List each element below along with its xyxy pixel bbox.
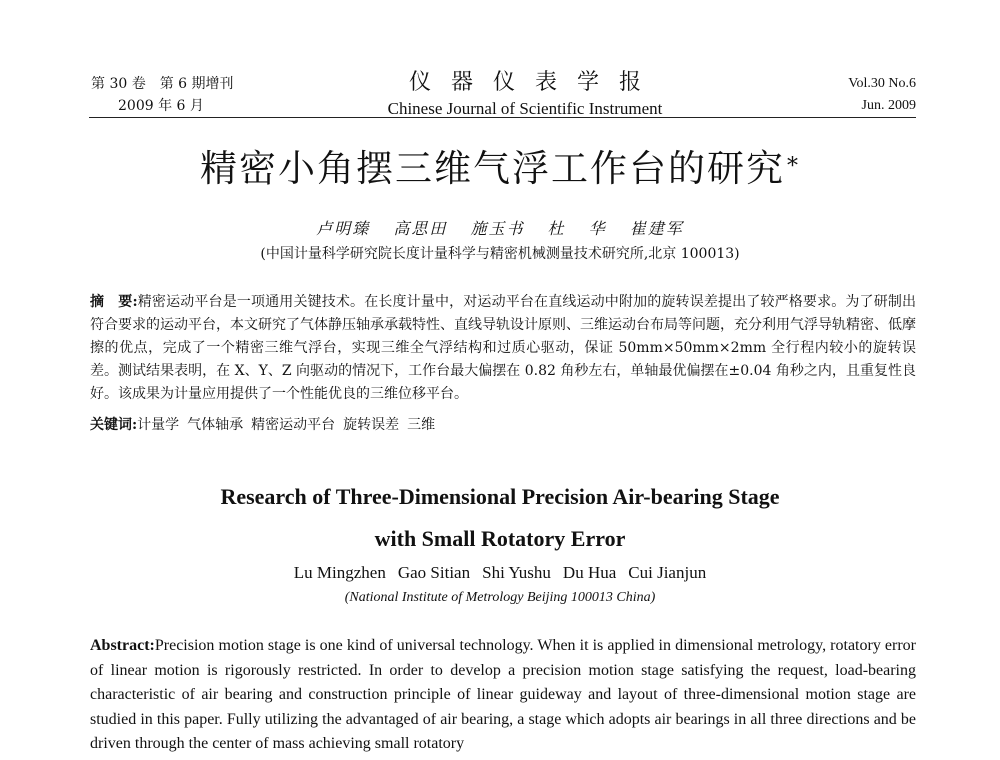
- author-en: Shi Yushu: [482, 563, 551, 582]
- keyword: 气体轴承: [187, 417, 244, 433]
- affiliation-en: (National Institute of Metrology Beijing 100013 China): [344, 590, 656, 605]
- author-en: Cui Jianjun: [628, 563, 707, 582]
- header-right: [848, 73, 916, 117]
- title-en-line-2: with Small Rotatory Error: [374, 526, 626, 551]
- abstract-en-label: Abstract:: [90, 637, 155, 654]
- keyword: 三维: [407, 417, 436, 433]
- volume-issue-cn: 第 30 卷 第 6 期增刊: [91, 76, 234, 92]
- title-en-line-1: Research of Three-Dimensional Precision Air-bearing Stage: [220, 484, 780, 509]
- journal-name-en: Chinese Journal of Scientific Instrument: [387, 99, 663, 118]
- title-cn-text: 精密小角摆三维气浮工作台的研究: [200, 147, 785, 190]
- abstract-en: [90, 634, 916, 757]
- journal-masthead: [360, 68, 690, 120]
- keyword: 计量学: [137, 417, 180, 433]
- keyword: 旋转误差: [343, 417, 400, 433]
- abstract-cn-text: 精密运动平台是一项通用关键技术。在长度计量中，对运动平台在直线运动中附加的旋转误差提出了较严格要求。为了研制出符合要求的运动平台，本文研究了气体静压轴承承载特性、直线导轨设计原则、三维运动台布局等问题，充分利用气浮导轨精密、低摩擦的优点，完成了一个精密三维气浮台，实现三维全气浮结构和过质心驱动，保证 50mm×50mm×2mm 全行程内较小的旋转误差。测试结果表明，在 X、Y、Z 向驱动的情况下，工作台最大偏摆在 0.82 角秒左右，单轴最优偏摆在±0.04 角秒之内，且重复性良好。该成果为计量应用提供了一个性能优良的三维位移平台。: [90, 294, 916, 402]
- paper-title-en: [0, 476, 1000, 560]
- keyword: 精密运动平台: [251, 417, 336, 433]
- author-en: Gao Sitian: [397, 563, 471, 582]
- author-en: Du Hua: [562, 563, 617, 582]
- header-divider: [89, 117, 916, 118]
- journal-name-cn: 仪器仪表学报: [408, 70, 661, 95]
- date-en: Jun. 2009: [861, 98, 916, 113]
- keywords-cn: [90, 414, 916, 437]
- abstract-cn: [90, 291, 916, 406]
- authors-en: [0, 563, 1000, 583]
- header-left: [91, 73, 234, 117]
- abstract-cn-label: 摘 要:: [90, 294, 138, 310]
- affiliation-cn: (中国计量科学研究院长度计量科学与精密机械测量技术研究所,北京 100013): [260, 246, 740, 262]
- paper-title-cn: [0, 146, 1000, 192]
- title-footnote-mark: *: [787, 154, 800, 179]
- volume-en: Vol.30 No.6: [848, 76, 916, 91]
- abstract-en-text: Precision motion stage is one kind of universal technology. When it is applied in dimensional metrology, rotatory error of linear motion is rigorously restricted. In order to develop a precision motion stage satisfying the request, load-bearing characteristic of air bearing and construction principle of linear guideway and layout of three-dimensional motion stage are studied in this paper. Fully utilizing the advantaged of air bearing, a stage which adopts air bearings in all three directions and be driven through the center of mass achieving small rotatory: [90, 637, 916, 752]
- authors-cn: 卢明臻 高思田 施玉书 杜 华 崔建军: [316, 219, 684, 238]
- keywords-cn-label: 关键词:: [90, 417, 138, 433]
- author-en: Lu Mingzhen: [293, 563, 386, 582]
- date-cn: 2009 年 6 月: [118, 98, 204, 114]
